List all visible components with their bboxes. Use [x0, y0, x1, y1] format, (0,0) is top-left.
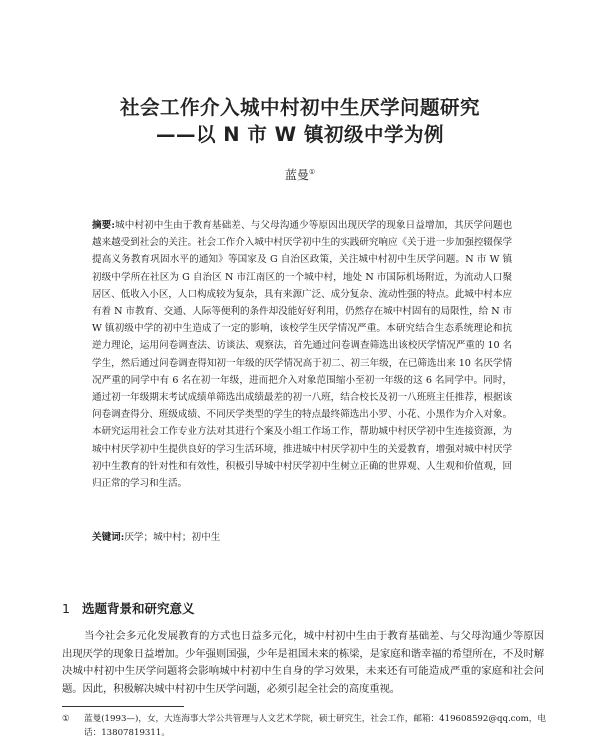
- body-paragraph: 当今社会多元化发展教育的方式也日益多元化，城中村初中生由于教育基础差、与父母沟通少等原因出现厌学的现象日益增加。少年强则国强，少年是祖国未来的栋梁，是家庭和谐幸福的希望所在，不及时解决城中村初中生厌学问题将会影响城中村初中生自身的学习效果，未来还有可能造成严重的家庭和社会问题。因此，积极解决城中村初中生厌学问题，必须引起全社会的高度重视。: [62, 630, 544, 695]
- footnote-line-1: [62, 712, 546, 726]
- footnote: [62, 712, 546, 740]
- section-heading: [62, 599, 195, 617]
- abstract-text: 城中村初中生由于教育基础差、与父母沟通少等原因出现厌学的现象日益增加，其厌学问题也越来越受到社会的关注。社会工作介入城中村厌学初中生的实践研究响应《关于进一步加强控辍保学提高义务教育巩固水平的通知》等国家及 G 自治区政策，关注城中村初中生厌学问题。N 市 W 镇初级中学所在社区为 G 自治区 N 市江南区的一个城中村，地处 N 市国际机场附近，为流动人口聚居区、低收入小区，人口构成较为复杂，具有来源广泛、成分复杂、流动性强的特点。此城中村本应有着 N 市教育、交通、人际等便利的条件却没能好好利用，仍然存在城中村固有的局限性，给 N 市 W 镇初级中学的初中生造成了一定的影响，该校学生厌学情况严重。本研究结合生态系统理论和抗逆力理论，运用问卷调查法、访谈法、观察法，首先通过问卷调查筛选出该校厌学情况严重的 10 名学生，然后通过问卷调查得知初一年级的厌学情况高于初二、初三年级，在已筛选出来 10 名厌学情况严重的同学中有 6 名在初一年级，进而把介入对象范围缩小至初一年级的这 6 名同学中。同时，通过初一年级期末考试成绩单筛选出成绩最差的初一八班，结合校长及初一八班班主任推荐，根据该问卷调查得分、班级成绩、不同厌学类型的学生的特点最终筛选出小罗、小花、小黑作为介入对象。本研究运用社会工作专业方法对其进行个案及小组工作场工作，帮助城中村厌学初中生连接资源，为城中村厌学初中生提供良好的学习生活环境，推进城中村厌学初中生的关爱教育，增强对城中村厌学初中生教育的针对性和有效性，积极引导城中村厌学初中生树立正确的世界观、人生观和价值观，回归正常的学习和生活。: [92, 220, 512, 490]
- section-title: 选题背景和研究意义: [82, 601, 195, 616]
- footnote-text-1: 蓝曼(1993—)，女，大连海事大学公共管理与人文艺术学院，硕士研究生，社会工作，邮箱：419608592@qq.com，电: [84, 714, 546, 724]
- paper-title: 社会工作介入城中村初中生厌学问题研究: [119, 96, 480, 119]
- author-note-mark: ①: [308, 168, 316, 176]
- abstract: [92, 217, 512, 492]
- section-number: 1: [62, 601, 70, 616]
- keywords: [92, 530, 512, 546]
- footnote-divider: [62, 706, 184, 707]
- keywords-label: 关键词:: [92, 532, 125, 543]
- author-name: [0, 166, 600, 183]
- abstract-label: 摘要:: [92, 220, 115, 231]
- keywords-text: 厌学；城中村；初中生: [124, 532, 221, 543]
- footnote-mark: ①: [62, 714, 70, 724]
- paper-subtitle: ——以 N 市 W 镇初级中学为例: [156, 123, 444, 146]
- author-name-text: 蓝曼: [284, 168, 309, 182]
- footnote-line-2: 话：13807819311。: [84, 728, 170, 738]
